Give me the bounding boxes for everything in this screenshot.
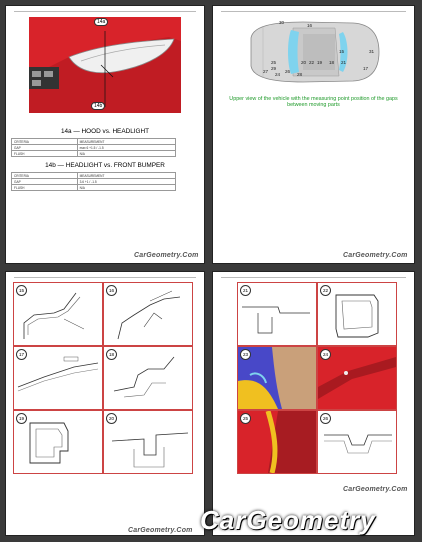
cell-number: 22 bbox=[320, 285, 331, 296]
cell-number: 18 bbox=[106, 349, 117, 360]
table-cell: FLUSH bbox=[12, 185, 78, 191]
table-cell: N/A bbox=[77, 185, 175, 191]
watermark: CarGeometry.Com bbox=[128, 527, 193, 534]
photo-cell bbox=[237, 410, 317, 474]
document-page-3 bbox=[5, 271, 205, 536]
section-drawing bbox=[14, 347, 102, 409]
point-label: 30 bbox=[279, 20, 285, 25]
cell-number: 26 bbox=[320, 413, 331, 424]
page-header-rule bbox=[221, 11, 406, 17]
cell-number: 15 bbox=[16, 285, 27, 296]
cell-number: 19 bbox=[16, 413, 27, 424]
diagram-cell bbox=[103, 282, 193, 346]
table-cell: GAP bbox=[12, 179, 78, 185]
table-cell: FLUSH bbox=[12, 151, 78, 157]
table-cell: max 6 +1.5 / -1.5 bbox=[77, 145, 175, 151]
diagram-cell bbox=[317, 410, 397, 474]
watermark: CarGeometry.Com bbox=[343, 252, 408, 259]
cell-number: 17 bbox=[16, 349, 27, 360]
footer-watermark: CarGeometry bbox=[200, 505, 376, 535]
point-label: 25 bbox=[271, 60, 277, 65]
watermark: CarGeometry.Com bbox=[343, 486, 408, 493]
table-cell: CRITERIA bbox=[12, 173, 78, 179]
table-cell: 3.6 +1 / -1.5 bbox=[77, 179, 175, 185]
section-drawing bbox=[14, 411, 102, 473]
document-page-1 bbox=[5, 5, 205, 264]
point-label: 21 bbox=[341, 60, 347, 65]
diagram-cell bbox=[103, 410, 193, 474]
point-label: 19 bbox=[317, 60, 323, 65]
headlight-photo bbox=[29, 17, 181, 113]
diagram-cell bbox=[103, 346, 193, 410]
diagram-cell bbox=[13, 410, 103, 474]
section-drawing bbox=[14, 283, 102, 345]
section-a-table bbox=[11, 138, 176, 157]
point-label: 26 bbox=[285, 69, 291, 74]
watermark: CarGeometry.Com bbox=[134, 252, 199, 259]
diagram-cell bbox=[317, 282, 397, 346]
point-label: 18 bbox=[329, 60, 335, 65]
point-label: 28 bbox=[297, 72, 303, 77]
table-row bbox=[12, 185, 176, 191]
table-cell: N/A bbox=[77, 151, 175, 157]
table-cell: MEASUREMENT bbox=[77, 139, 175, 145]
section-b-title: 14b — HEADLIGHT vs. FRONT BUMPER bbox=[45, 162, 165, 169]
section-drawing bbox=[104, 347, 192, 409]
diagram-cell bbox=[13, 346, 103, 410]
point-label: 31 bbox=[369, 49, 375, 54]
photo-cell bbox=[317, 346, 397, 410]
callout-14b: 14b bbox=[91, 102, 105, 110]
point-label: 16 bbox=[307, 23, 313, 28]
table-cell: CRITERIA bbox=[12, 139, 78, 145]
cell-number: 25 bbox=[240, 413, 251, 424]
diagram-cell bbox=[237, 282, 317, 346]
point-label: 15 bbox=[339, 49, 345, 54]
table-row bbox=[12, 151, 176, 157]
section-a-title: 14a — HOOD vs. HEADLIGHT bbox=[60, 128, 150, 135]
callout-14a: 14a bbox=[94, 18, 108, 26]
point-label: 24 bbox=[275, 72, 281, 77]
photo-cell bbox=[237, 346, 317, 410]
cell-number: 20 bbox=[106, 413, 117, 424]
diagram-cell bbox=[13, 282, 103, 346]
cell-number: 24 bbox=[320, 349, 331, 360]
table-cell: MEASUREMENT bbox=[77, 173, 175, 179]
section-drawing bbox=[104, 283, 192, 345]
point-label: 20 bbox=[301, 60, 307, 65]
point-label: 29 bbox=[271, 66, 277, 71]
cell-number: 16 bbox=[106, 285, 117, 296]
section-drawing bbox=[104, 411, 192, 473]
table-cell: GAP bbox=[12, 145, 78, 151]
section-b-table bbox=[11, 172, 176, 191]
cell-number: 21 bbox=[240, 285, 251, 296]
point-label: 22 bbox=[309, 60, 315, 65]
point-label: 17 bbox=[363, 66, 369, 71]
vehicle-caption: Upper view of the vehicle with the measuring point position of the gaps between moving parts bbox=[229, 96, 398, 108]
vehicle-top-view bbox=[243, 20, 383, 84]
document-page-2 bbox=[212, 5, 415, 264]
cell-number: 23 bbox=[240, 349, 251, 360]
point-label: 27 bbox=[263, 69, 269, 74]
document-page-4 bbox=[212, 271, 415, 536]
